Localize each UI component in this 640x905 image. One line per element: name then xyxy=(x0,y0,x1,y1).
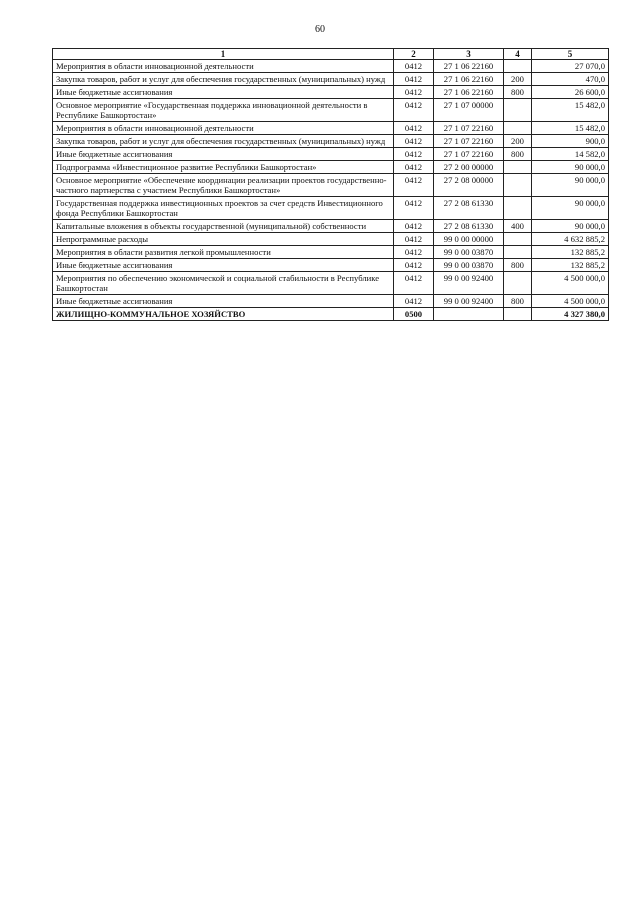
row-type-cell xyxy=(504,246,532,259)
row-amount-cell: 90 000,0 xyxy=(532,197,609,220)
row-type-cell: 800 xyxy=(504,295,532,308)
row-amount-cell: 14 582,0 xyxy=(532,148,609,161)
row-name-cell: Мероприятия в области развития легкой промышленности xyxy=(53,246,394,259)
row-section-cell: 0412 xyxy=(394,246,434,259)
row-amount-cell: 90 000,0 xyxy=(532,174,609,197)
table-row xyxy=(53,246,609,259)
row-amount-cell: 4 632 885,2 xyxy=(532,233,609,246)
row-target-cell: 27 2 00 00000 xyxy=(434,161,504,174)
table-row xyxy=(53,259,609,272)
budget-table xyxy=(52,48,609,321)
row-target-cell: 27 2 08 00000 xyxy=(434,174,504,197)
table-row xyxy=(53,174,609,197)
table-body xyxy=(53,60,609,321)
row-type-cell: 800 xyxy=(504,148,532,161)
row-target-cell: 27 2 08 61330 xyxy=(434,220,504,233)
row-target-cell: 27 2 08 61330 xyxy=(434,197,504,220)
row-name-cell: Подпрограмма «Инвестиционное развитие Республики Башкортостан» xyxy=(53,161,394,174)
row-section-cell: 0412 xyxy=(394,73,434,86)
row-type-cell xyxy=(504,233,532,246)
row-section-cell: 0412 xyxy=(394,99,434,122)
row-section-cell: 0412 xyxy=(394,295,434,308)
header-cell: 1 xyxy=(53,49,394,60)
row-section-cell: 0412 xyxy=(394,122,434,135)
row-target-cell: 99 0 00 92400 xyxy=(434,272,504,295)
row-amount-cell: 132 885,2 xyxy=(532,246,609,259)
row-name-cell: Непрограммные расходы xyxy=(53,233,394,246)
row-target-cell: 27 1 07 22160 xyxy=(434,135,504,148)
row-type-cell xyxy=(504,308,532,321)
row-type-cell xyxy=(504,272,532,295)
row-target-cell: 99 0 00 03870 xyxy=(434,246,504,259)
row-type-cell xyxy=(504,174,532,197)
table-row xyxy=(53,295,609,308)
row-section-cell: 0412 xyxy=(394,148,434,161)
row-amount-cell: 470,0 xyxy=(532,73,609,86)
row-section-cell: 0500 xyxy=(394,308,434,321)
table-row xyxy=(53,308,609,321)
table-row xyxy=(53,60,609,73)
table-row xyxy=(53,233,609,246)
row-name-cell: Мероприятия в области инновационной деятельности xyxy=(53,122,394,135)
row-target-cell: 99 0 00 92400 xyxy=(434,295,504,308)
row-amount-cell: 4 500 000,0 xyxy=(532,272,609,295)
row-target-cell: 27 1 06 22160 xyxy=(434,73,504,86)
header-cell: 2 xyxy=(394,49,434,60)
table-row xyxy=(53,99,609,122)
row-type-cell: 800 xyxy=(504,86,532,99)
row-amount-cell: 15 482,0 xyxy=(532,99,609,122)
row-name-cell: Государственная поддержка инвестиционных проектов за счет средств Инвестиционного фонда Республики Башкортостан xyxy=(53,197,394,220)
row-target-cell xyxy=(434,308,504,321)
row-section-cell: 0412 xyxy=(394,161,434,174)
row-amount-cell: 27 070,0 xyxy=(532,60,609,73)
row-name-cell: Основное мероприятие «Обеспечение координации реализации проектов государственно-частного партнерства с участием Республики Башкортостан» xyxy=(53,174,394,197)
row-type-cell: 400 xyxy=(504,220,532,233)
table-row xyxy=(53,73,609,86)
row-name-cell: Иные бюджетные ассигнования xyxy=(53,259,394,272)
row-section-cell: 0412 xyxy=(394,135,434,148)
row-type-cell xyxy=(504,99,532,122)
row-type-cell xyxy=(504,161,532,174)
row-amount-cell: 15 482,0 xyxy=(532,122,609,135)
row-target-cell: 27 1 07 00000 xyxy=(434,99,504,122)
row-type-cell xyxy=(504,60,532,73)
table-row xyxy=(53,86,609,99)
header-row xyxy=(53,49,609,60)
row-section-cell: 0412 xyxy=(394,259,434,272)
header-cell: 4 xyxy=(504,49,532,60)
row-name-cell: Иные бюджетные ассигнования xyxy=(53,295,394,308)
page-number: 60 xyxy=(315,24,325,35)
row-name-cell: Мероприятия по обеспечению экономической и социальной стабильности в Республике Башкортостан xyxy=(53,272,394,295)
row-section-cell: 0412 xyxy=(394,197,434,220)
row-amount-cell: 4 500 000,0 xyxy=(532,295,609,308)
row-section-cell: 0412 xyxy=(394,86,434,99)
row-type-cell xyxy=(504,197,532,220)
row-section-cell: 0412 xyxy=(394,233,434,246)
row-amount-cell: 26 600,0 xyxy=(532,86,609,99)
table-row xyxy=(53,272,609,295)
table-row xyxy=(53,161,609,174)
table-row xyxy=(53,220,609,233)
row-amount-cell: 900,0 xyxy=(532,135,609,148)
row-section-cell: 0412 xyxy=(394,272,434,295)
header-cell: 3 xyxy=(434,49,504,60)
row-target-cell: 99 0 00 00000 xyxy=(434,233,504,246)
row-target-cell: 27 1 07 22160 xyxy=(434,122,504,135)
row-amount-cell: 132 885,2 xyxy=(532,259,609,272)
row-name-cell: Основное мероприятие «Государственная поддержка инновационной деятельности в Республике Башкортостан» xyxy=(53,99,394,122)
header-cell: 5 xyxy=(532,49,609,60)
row-amount-cell: 90 000,0 xyxy=(532,161,609,174)
row-section-cell: 0412 xyxy=(394,60,434,73)
row-target-cell: 27 1 06 22160 xyxy=(434,86,504,99)
row-name-cell: Капитальные вложения в объекты государственной (муниципальной) собственности xyxy=(53,220,394,233)
row-type-cell: 200 xyxy=(504,135,532,148)
table-row xyxy=(53,122,609,135)
row-name-cell: Закупка товаров, работ и услуг для обеспечения государственных (муниципальных) нужд xyxy=(53,73,394,86)
row-target-cell: 99 0 00 03870 xyxy=(434,259,504,272)
table-row xyxy=(53,135,609,148)
row-section-cell: 0412 xyxy=(394,220,434,233)
row-name-cell: Мероприятия в области инновационной деятельности xyxy=(53,60,394,73)
row-name-cell: Иные бюджетные ассигнования xyxy=(53,86,394,99)
row-target-cell: 27 1 06 22160 xyxy=(434,60,504,73)
row-name-cell: Иные бюджетные ассигнования xyxy=(53,148,394,161)
row-amount-cell: 4 327 380,0 xyxy=(532,308,609,321)
row-amount-cell: 90 000,0 xyxy=(532,220,609,233)
table-row xyxy=(53,148,609,161)
row-target-cell: 27 1 07 22160 xyxy=(434,148,504,161)
row-section-cell: 0412 xyxy=(394,174,434,197)
row-name-cell: Закупка товаров, работ и услуг для обеспечения государственных (муниципальных) нужд xyxy=(53,135,394,148)
row-type-cell: 200 xyxy=(504,73,532,86)
table-row xyxy=(53,197,609,220)
row-type-cell: 800 xyxy=(504,259,532,272)
row-type-cell xyxy=(504,122,532,135)
row-name-cell: ЖИЛИЩНО-КОММУНАЛЬНОЕ ХОЗЯЙСТВО xyxy=(53,308,394,321)
